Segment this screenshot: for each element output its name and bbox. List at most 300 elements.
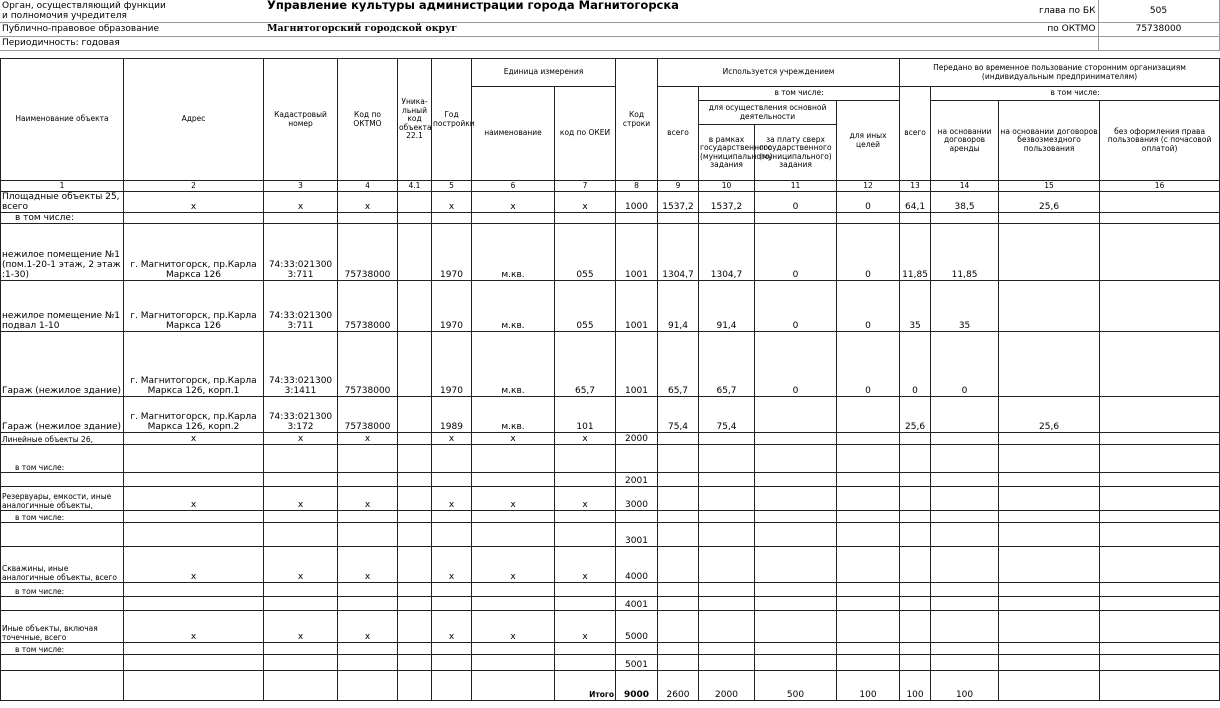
cell-transferred-lease xyxy=(931,583,999,597)
oktmo-label: по ОКТМО xyxy=(930,22,1098,36)
cell-transferred-free xyxy=(999,523,1100,547)
column-number-14: 13 xyxy=(900,181,931,192)
cell-used-total xyxy=(658,643,699,655)
cell-okei-code: 055 xyxy=(555,224,616,281)
cell-transferred-total: 25,6 xyxy=(900,397,931,433)
ppo-name: Магнитогорский городской округ xyxy=(265,22,930,36)
cell-transferred-no-contract xyxy=(1100,671,1220,701)
cell-transferred-lease xyxy=(931,523,999,547)
cell-transferred-free xyxy=(999,611,1100,643)
cell-used-state-task xyxy=(699,643,755,655)
cell-okei-code xyxy=(555,445,616,473)
cell-object-name: Линейные объекты 26, xyxy=(1,433,124,445)
cell-cadastral-number xyxy=(264,511,338,523)
cell-used-paid xyxy=(755,473,837,487)
cell-unit-name xyxy=(472,213,555,224)
cell-unique-code xyxy=(398,213,432,224)
table-row xyxy=(1,511,1220,523)
cell-used-other xyxy=(837,523,900,547)
cell-unit-name xyxy=(472,583,555,597)
cell-oktmo-code: 75738000 xyxy=(338,332,398,397)
cell-transferred-free xyxy=(999,213,1100,224)
cell-transferred-no-contract xyxy=(1100,511,1220,523)
cell-used-total: 1304,7 xyxy=(658,224,699,281)
cell-transferred-lease: 0 xyxy=(931,332,999,397)
table-row xyxy=(1,397,1220,433)
column-number-6: 5 xyxy=(432,181,472,192)
cell-build-year xyxy=(432,655,472,671)
cell-transferred-no-contract xyxy=(1100,547,1220,583)
cell-transferred-total xyxy=(900,445,931,473)
cell-address xyxy=(124,597,264,611)
column-number-1: 1 xyxy=(1,181,124,192)
cell-transferred-lease xyxy=(931,643,999,655)
cell-cadastral-number: x xyxy=(264,611,338,643)
cell-transferred-lease xyxy=(931,611,999,643)
cell-build-year xyxy=(432,523,472,547)
cell-cadastral-number xyxy=(264,671,338,701)
cell-object-name: Гараж (нежилое здание) xyxy=(1,397,124,433)
cell-used-paid xyxy=(755,597,837,611)
cell-used-state-task xyxy=(699,523,755,547)
cell-transferred-free xyxy=(999,583,1100,597)
col-used-group-header: Используется учреждением xyxy=(658,59,900,87)
cell-cadastral-number xyxy=(264,583,338,597)
cell-transferred-free xyxy=(999,224,1100,281)
ppo-label: Публично-правовое образование xyxy=(0,22,265,36)
cell-transferred-lease xyxy=(931,487,999,511)
cell-transferred-lease xyxy=(931,655,999,671)
cell-used-total: 75,4 xyxy=(658,397,699,433)
cell-used-state-task xyxy=(699,473,755,487)
cell-transferred-free xyxy=(999,511,1100,523)
cell-okei-code: x xyxy=(555,433,616,445)
cell-transferred-free xyxy=(999,473,1100,487)
cell-cadastral-number: x xyxy=(264,192,338,213)
cell-oktmo-code: x xyxy=(338,487,398,511)
cell-build-year xyxy=(432,643,472,655)
cell-line-code: 1001 xyxy=(616,281,658,332)
cell-line-code xyxy=(616,583,658,597)
cell-oktmo-code xyxy=(338,523,398,547)
cell-unique-code xyxy=(398,611,432,643)
cell-unique-code xyxy=(398,655,432,671)
cell-used-total: 1537,2 xyxy=(658,192,699,213)
cell-transferred-lease xyxy=(931,511,999,523)
table-row xyxy=(1,597,1220,611)
column-number-12: 11 xyxy=(755,181,837,192)
cell-transferred-no-contract xyxy=(1100,397,1220,433)
cell-transferred-total xyxy=(900,473,931,487)
cell-oktmo-code xyxy=(338,445,398,473)
cell-object-name: в том числе: xyxy=(1,643,124,655)
col-trans-lease-header: на основании договоров аренды xyxy=(931,101,999,181)
cell-unit-name xyxy=(472,445,555,473)
cell-transferred-total: 100 xyxy=(900,671,931,701)
cell-transferred-lease xyxy=(931,433,999,445)
cell-build-year: 1970 xyxy=(432,281,472,332)
cell-okei-code: 65,7 xyxy=(555,332,616,397)
cell-transferred-no-contract xyxy=(1100,597,1220,611)
cell-okei-code xyxy=(555,511,616,523)
cell-unique-code xyxy=(398,397,432,433)
cell-transferred-total xyxy=(900,655,931,671)
cell-unique-code xyxy=(398,583,432,597)
cell-oktmo-code xyxy=(338,583,398,597)
cell-unique-code xyxy=(398,433,432,445)
cell-used-state-task: 75,4 xyxy=(699,397,755,433)
cell-transferred-total xyxy=(900,583,931,597)
cell-transferred-free xyxy=(999,445,1100,473)
cell-transferred-no-contract xyxy=(1100,192,1220,213)
cell-transferred-lease xyxy=(931,473,999,487)
cell-okei-code xyxy=(555,523,616,547)
cell-oktmo-code: x xyxy=(338,611,398,643)
column-number-3: 3 xyxy=(264,181,338,192)
cell-object-name xyxy=(1,671,124,701)
cell-used-paid: 0 xyxy=(755,192,837,213)
cell-used-other xyxy=(837,433,900,445)
cell-used-other: 100 xyxy=(837,671,900,701)
cell-unit-name xyxy=(472,523,555,547)
cell-okei-code: x xyxy=(555,547,616,583)
cell-transferred-no-contract xyxy=(1100,611,1220,643)
founder-name: Управление культуры администрации города Магнитогорска xyxy=(265,0,930,22)
cell-used-paid xyxy=(755,433,837,445)
cell-used-state-task xyxy=(699,547,755,583)
cell-object-name xyxy=(1,655,124,671)
cell-used-total xyxy=(658,511,699,523)
cell-oktmo-code: 75738000 xyxy=(338,281,398,332)
cell-used-other xyxy=(837,655,900,671)
cell-unique-code xyxy=(398,671,432,701)
cell-transferred-total xyxy=(900,213,931,224)
col-unit-name-header: наименование xyxy=(472,87,555,181)
cell-unique-code xyxy=(398,445,432,473)
cell-transferred-no-contract xyxy=(1100,583,1220,597)
cell-build-year xyxy=(432,473,472,487)
cell-cadastral-number xyxy=(264,597,338,611)
cell-build-year: x xyxy=(432,547,472,583)
col-trans-total-header: всего xyxy=(900,87,931,181)
report-header xyxy=(0,0,1220,51)
cell-object-name: Площадные объекты 25, всего xyxy=(1,192,124,213)
cell-unit-name xyxy=(472,643,555,655)
cell-used-state-task xyxy=(699,445,755,473)
cell-build-year: x xyxy=(432,611,472,643)
cell-used-paid: 0 xyxy=(755,224,837,281)
cell-unit-name xyxy=(472,597,555,611)
cell-address xyxy=(124,511,264,523)
cell-object-name: нежилое помещение №1 подвал 1-10 xyxy=(1,281,124,332)
cell-used-state-task xyxy=(699,611,755,643)
col-trans-free-header: на основании договоров безвозмездного пользования xyxy=(999,101,1100,181)
cell-line-code: 4001 xyxy=(616,597,658,611)
cell-line-code: 1001 xyxy=(616,332,658,397)
cell-unit-name: x xyxy=(472,487,555,511)
cell-cadastral-number: 74:33:021300 3:711 xyxy=(264,224,338,281)
column-number-4: 4 xyxy=(338,181,398,192)
cell-address xyxy=(124,655,264,671)
col-used-main-header: для осуществления основной деятельности xyxy=(699,101,837,125)
cell-used-paid xyxy=(755,643,837,655)
cell-used-paid xyxy=(755,583,837,597)
cell-oktmo-code: 75738000 xyxy=(338,224,398,281)
cell-transferred-no-contract xyxy=(1100,655,1220,671)
cell-used-total xyxy=(658,487,699,511)
cell-transferred-no-contract xyxy=(1100,433,1220,445)
cell-transferred-no-contract xyxy=(1100,523,1220,547)
cell-used-state-task: 91,4 xyxy=(699,281,755,332)
cell-line-code: 4000 xyxy=(616,547,658,583)
cell-used-total xyxy=(658,433,699,445)
cell-transferred-lease xyxy=(931,445,999,473)
cell-okei-code xyxy=(555,597,616,611)
col-year-header: Год постройки xyxy=(432,59,472,181)
table-row xyxy=(1,523,1220,547)
cell-used-total xyxy=(658,583,699,597)
column-number-7: 6 xyxy=(472,181,555,192)
cell-used-other xyxy=(837,445,900,473)
cell-cadastral-number: x xyxy=(264,433,338,445)
cell-build-year xyxy=(432,445,472,473)
cell-object-name: Скважины, иные аналогичные объекты, всего xyxy=(1,547,124,583)
cell-build-year xyxy=(432,583,472,597)
cell-transferred-free xyxy=(999,332,1100,397)
cell-unit-name xyxy=(472,655,555,671)
cell-cadastral-number: 74:33:021300 3:1411 xyxy=(264,332,338,397)
cell-cadastral-number xyxy=(264,523,338,547)
cell-used-total: 2600 xyxy=(658,671,699,701)
table-row xyxy=(1,433,1220,445)
col-line-code-header: Код строки xyxy=(616,59,658,181)
column-number-5: 4.1 xyxy=(398,181,432,192)
cell-transferred-no-contract xyxy=(1100,487,1220,511)
cell-unique-code xyxy=(398,487,432,511)
cell-object-name: Резервуары, емкости, иные аналогичные объекты, xyxy=(1,487,124,511)
cell-object-name: Иные объекты, включая точечные, всего xyxy=(1,611,124,643)
cell-okei-code xyxy=(555,213,616,224)
cell-used-total: 65,7 xyxy=(658,332,699,397)
cell-object-name xyxy=(1,597,124,611)
cell-transferred-free: 25,6 xyxy=(999,397,1100,433)
cell-transferred-total xyxy=(900,433,931,445)
cell-transferred-lease: 38,5 xyxy=(931,192,999,213)
cell-cadastral-number xyxy=(264,213,338,224)
founder-label: Орган, осуществляющий функции и полномочия учредителя xyxy=(0,0,265,22)
cell-transferred-total xyxy=(900,611,931,643)
cell-build-year: x xyxy=(432,192,472,213)
cell-transferred-lease xyxy=(931,547,999,583)
cell-object-name: в том числе: xyxy=(1,583,124,597)
cell-used-state-task xyxy=(699,433,755,445)
cell-transferred-total xyxy=(900,597,931,611)
cell-used-paid xyxy=(755,547,837,583)
col-trans-none-header: без оформления права пользования (с почасовой оплатой) xyxy=(1100,101,1220,181)
cell-used-state-task: 65,7 xyxy=(699,332,755,397)
cell-line-code: 2000 xyxy=(616,433,658,445)
col-unit-okei-header: код по ОКЕИ xyxy=(555,87,616,181)
cell-transferred-free xyxy=(999,671,1100,701)
cell-transferred-total: 11,85 xyxy=(900,224,931,281)
cell-cadastral-number xyxy=(264,643,338,655)
table-row xyxy=(1,445,1220,473)
cell-okei-code xyxy=(555,655,616,671)
cell-address: x xyxy=(124,192,264,213)
cell-oktmo-code xyxy=(338,671,398,701)
cell-transferred-free xyxy=(999,655,1100,671)
cell-unit-name: x xyxy=(472,547,555,583)
cell-oktmo-code: x xyxy=(338,192,398,213)
column-number-9: 8 xyxy=(616,181,658,192)
cell-unit-name xyxy=(472,511,555,523)
col-used-total-header: всего xyxy=(658,87,699,181)
cell-address: г. Магнитогорск, пр.Карла Маркса 126 xyxy=(124,224,264,281)
cell-transferred-lease xyxy=(931,213,999,224)
cell-used-paid xyxy=(755,611,837,643)
cell-transferred-lease xyxy=(931,597,999,611)
cell-okei-code xyxy=(555,473,616,487)
cell-unique-code xyxy=(398,547,432,583)
cell-object-name xyxy=(1,473,124,487)
cell-used-other xyxy=(837,397,900,433)
table-row xyxy=(1,192,1220,213)
cell-cadastral-number xyxy=(264,445,338,473)
column-number-17: 16 xyxy=(1100,181,1220,192)
cell-cadastral-number: 74:33:021300 3:172 xyxy=(264,397,338,433)
col-used-incl-header: в том числе: xyxy=(699,87,900,101)
glava-bk-value: 505 xyxy=(1098,0,1219,22)
cell-oktmo-code xyxy=(338,473,398,487)
cell-address xyxy=(124,583,264,597)
column-number-10: 9 xyxy=(658,181,699,192)
cell-transferred-no-contract xyxy=(1100,281,1220,332)
cell-object-name: в том числе: xyxy=(1,511,124,523)
cell-address xyxy=(124,643,264,655)
col-used-fee-header: за плату сверх государственного (муниципального) задания xyxy=(755,125,837,181)
column-number-8: 7 xyxy=(555,181,616,192)
cell-transferred-free xyxy=(999,597,1100,611)
cell-unique-code xyxy=(398,643,432,655)
cell-unique-code xyxy=(398,332,432,397)
cell-object-name: в том числе: xyxy=(1,213,124,224)
column-number-15: 14 xyxy=(931,181,999,192)
cell-oktmo-code xyxy=(338,643,398,655)
cell-object-name: нежилое помещение №1 (пом.1-20-1 этаж, 2 этаж :1-30) xyxy=(1,224,124,281)
cell-used-paid xyxy=(755,511,837,523)
cell-build-year xyxy=(432,213,472,224)
cell-transferred-free xyxy=(999,643,1100,655)
cell-oktmo-code: x xyxy=(338,433,398,445)
cell-cadastral-number xyxy=(264,473,338,487)
cell-transferred-no-contract xyxy=(1100,643,1220,655)
cell-used-paid xyxy=(755,445,837,473)
col-name-header: Наименование объекта xyxy=(1,59,124,181)
cell-unique-code xyxy=(398,597,432,611)
cell-line-code: 2001 xyxy=(616,473,658,487)
col-used-state-header: в рамках государственного (муниципального) задания xyxy=(699,125,755,181)
cell-address: x xyxy=(124,611,264,643)
cell-line-code: 5000 xyxy=(616,611,658,643)
cell-okei-code xyxy=(555,643,616,655)
cell-used-total xyxy=(658,473,699,487)
oktmo-value: 75738000 xyxy=(1098,22,1219,36)
cell-address: x xyxy=(124,487,264,511)
table-row xyxy=(1,643,1220,655)
col-used-other-header: для иных целей xyxy=(837,101,900,181)
cell-used-paid: 0 xyxy=(755,332,837,397)
cell-used-paid: 500 xyxy=(755,671,837,701)
cell-unique-code xyxy=(398,511,432,523)
cell-used-other xyxy=(837,511,900,523)
col-cadastral-header: Кадастровый номер xyxy=(264,59,338,181)
cell-used-paid xyxy=(755,213,837,224)
cell-oktmo-code xyxy=(338,597,398,611)
cell-transferred-total: 64,1 xyxy=(900,192,931,213)
column-number-13: 12 xyxy=(837,181,900,192)
cell-build-year: 1970 xyxy=(432,224,472,281)
cell-used-total xyxy=(658,597,699,611)
glava-bk-label: глава по БК xyxy=(930,0,1098,22)
cell-used-paid xyxy=(755,523,837,547)
cell-line-code xyxy=(616,213,658,224)
cell-address: x xyxy=(124,547,264,583)
cell-address: x xyxy=(124,433,264,445)
cell-build-year xyxy=(432,671,472,701)
cell-object-name: Гараж (нежилое здание) xyxy=(1,332,124,397)
cell-used-state-task xyxy=(699,511,755,523)
cell-cadastral-number: x xyxy=(264,487,338,511)
cell-used-other xyxy=(837,487,900,511)
cell-oktmo-code: x xyxy=(338,547,398,583)
cell-unique-code xyxy=(398,473,432,487)
cell-used-total xyxy=(658,523,699,547)
cell-unit-name: м.кв. xyxy=(472,281,555,332)
cell-used-other: 0 xyxy=(837,332,900,397)
cell-used-other: 0 xyxy=(837,281,900,332)
table-row xyxy=(1,473,1220,487)
cell-transferred-total: 0 xyxy=(900,332,931,397)
cell-used-other xyxy=(837,611,900,643)
cell-used-state-task: 2000 xyxy=(699,671,755,701)
cell-transferred-lease: 35 xyxy=(931,281,999,332)
cell-unique-code xyxy=(398,192,432,213)
cell-transferred-lease: 11,85 xyxy=(931,224,999,281)
cell-line-code: 1000 xyxy=(616,192,658,213)
cell-unit-name: x xyxy=(472,433,555,445)
cell-build-year: 1989 xyxy=(432,397,472,433)
cell-line-code: 9000 xyxy=(616,671,658,701)
cell-used-other xyxy=(837,597,900,611)
cell-used-state-task xyxy=(699,655,755,671)
property-table xyxy=(0,58,1220,701)
cell-unit-name: м.кв. xyxy=(472,224,555,281)
cell-transferred-no-contract xyxy=(1100,224,1220,281)
column-number-11: 10 xyxy=(699,181,755,192)
cell-transferred-total: 35 xyxy=(900,281,931,332)
cell-used-total xyxy=(658,547,699,583)
cell-cadastral-number: x xyxy=(264,547,338,583)
cell-line-code xyxy=(616,397,658,433)
cell-oktmo-code xyxy=(338,511,398,523)
col-trans-incl-header: в том числе: xyxy=(931,87,1220,101)
cell-cadastral-number xyxy=(264,655,338,671)
cell-used-total: 91,4 xyxy=(658,281,699,332)
cell-used-other xyxy=(837,213,900,224)
cell-transferred-total xyxy=(900,643,931,655)
cell-used-other: 0 xyxy=(837,192,900,213)
cell-okei-code: x xyxy=(555,487,616,511)
